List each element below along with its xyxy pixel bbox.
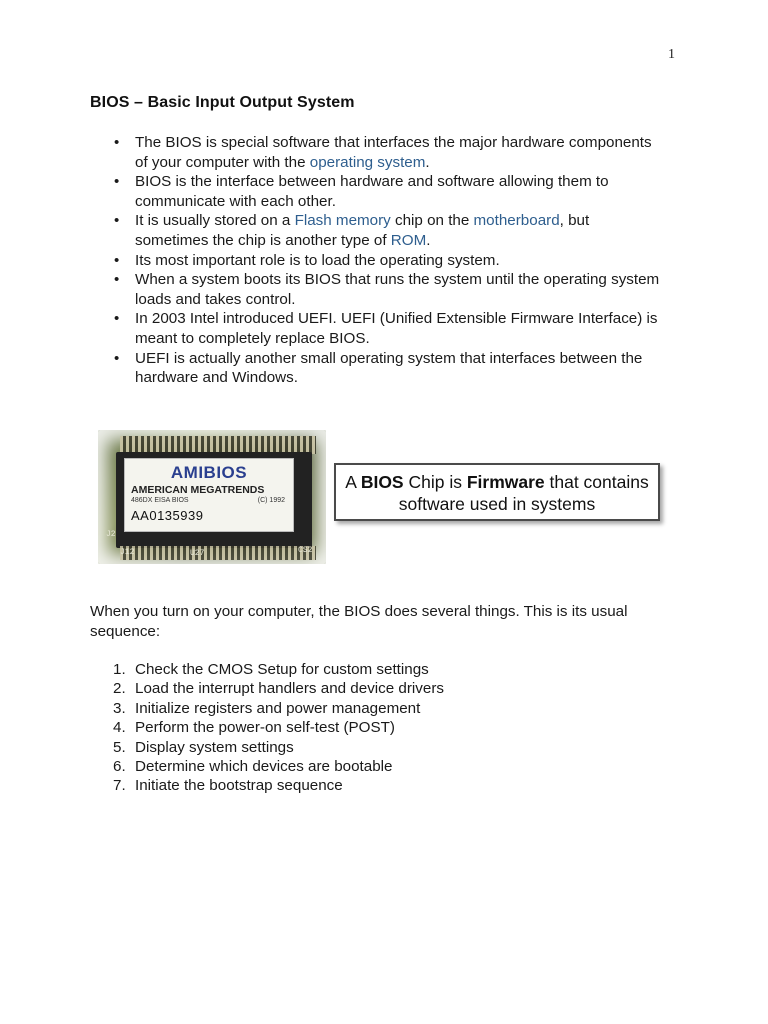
bullet-item [0,349,665,388]
step-item [0,718,768,737]
bullet-list [0,133,768,388]
bullet-text: . [425,153,430,171]
bullet-text: Its most important role is to load the operating system. [135,251,500,269]
caption-text: A [345,472,361,492]
bullet-text: In 2003 Intel introduced UEFI. UEFI (Unified Extensible Firmware Interface) is meant to completely replace BIOS. [135,310,658,347]
chip-model: 486DX EISA BIOS [131,497,189,504]
page-number: 1 [668,47,675,62]
bullet-item [0,251,665,271]
bullet-item [0,270,665,309]
bullet-text: UEFI is actually another small operating system that interfaces between the hardware and Windows. [135,349,643,387]
caption-text: Chip is [403,472,467,492]
step-number: 4. [113,719,126,737]
step-text: Check the CMOS Setup for custom settings [135,661,429,678]
step-text: Determine which devices are bootable [135,758,393,776]
step-text: Initialize registers and power management [135,699,421,717]
bullet-marker: • [114,173,120,191]
bullet-text: When a system boots its BIOS that runs the system until the operating system loads and takes control. [135,271,660,308]
boot-sequence-list [0,660,768,796]
bullet-text: . [426,231,431,249]
chip-copyright: (C) 1992 [257,497,285,504]
step-item [0,660,768,679]
caption-text: that contains software used in systems [398,472,649,514]
bullet-item [0,133,665,172]
caption-text: Firmware [466,472,545,492]
bullet-marker: • [114,134,120,151]
bullet-item [0,172,665,211]
board-mark: CS2 [298,546,313,555]
figure-caption [334,463,660,521]
bullet-link[interactable]: ROM [390,231,427,249]
step-number: 3. [113,699,126,717]
step-text: Load the interrupt handlers and device drivers [135,680,445,698]
step-item [0,776,768,795]
bullet-link[interactable]: Flash memory [294,212,391,230]
bullet-marker: • [114,310,120,328]
step-item [0,679,768,698]
step-number: 2. [113,680,126,698]
chip-maker: AMERICAN MEGATRENDS [131,484,265,496]
step-item [0,738,768,757]
document-title: BIOS – Basic Input Output System [90,94,355,111]
bullet-marker: • [114,251,120,269]
board-mark: J12 [120,548,135,557]
step-number: 7. [113,777,126,795]
bullet-text: chip on the [390,212,474,230]
bullet-text: The BIOS is special software that interfaces the major hardware components of your computer with the [135,134,652,171]
bullet-item [0,211,665,250]
bullet-marker: • [114,212,120,230]
intro-paragraph: When you turn on your computer, the BIOS does several things. This is its usual sequence: [90,603,628,640]
chip-label [124,458,294,532]
bullet-marker: • [114,349,120,367]
chip-brand: AMIBIOS [170,463,248,482]
step-text: Perform the power-on self-test (POST) [135,719,395,737]
bullet-item [0,309,665,348]
step-number: 1. [113,661,126,678]
chip-bottom-pins [120,546,316,560]
bios-chip-photo [98,430,326,564]
bullet-marker: • [114,271,120,289]
step-text: Initiate the bootstrap sequence [135,777,343,795]
bullet-text: BIOS is the interface between hardware and software allowing them to communicate with each other. [135,173,609,210]
bullet-link[interactable]: operating system [309,153,426,171]
step-number: 5. [113,738,126,756]
chip-serial: AA0135939 [131,508,204,523]
bullet-text: It is usually stored on a [135,212,295,230]
board-mark: U27 [190,549,205,558]
step-item [0,757,768,776]
step-text: Display system settings [135,738,294,756]
step-item [0,699,768,718]
board-mark: J2 [106,530,116,539]
step-number: 6. [113,758,126,776]
bios-chip-figure [90,420,670,570]
bullet-text: , but sometimes the chip is another type of [135,212,590,249]
bullet-link[interactable]: motherboard [473,212,560,230]
caption-text: BIOS [360,472,404,492]
